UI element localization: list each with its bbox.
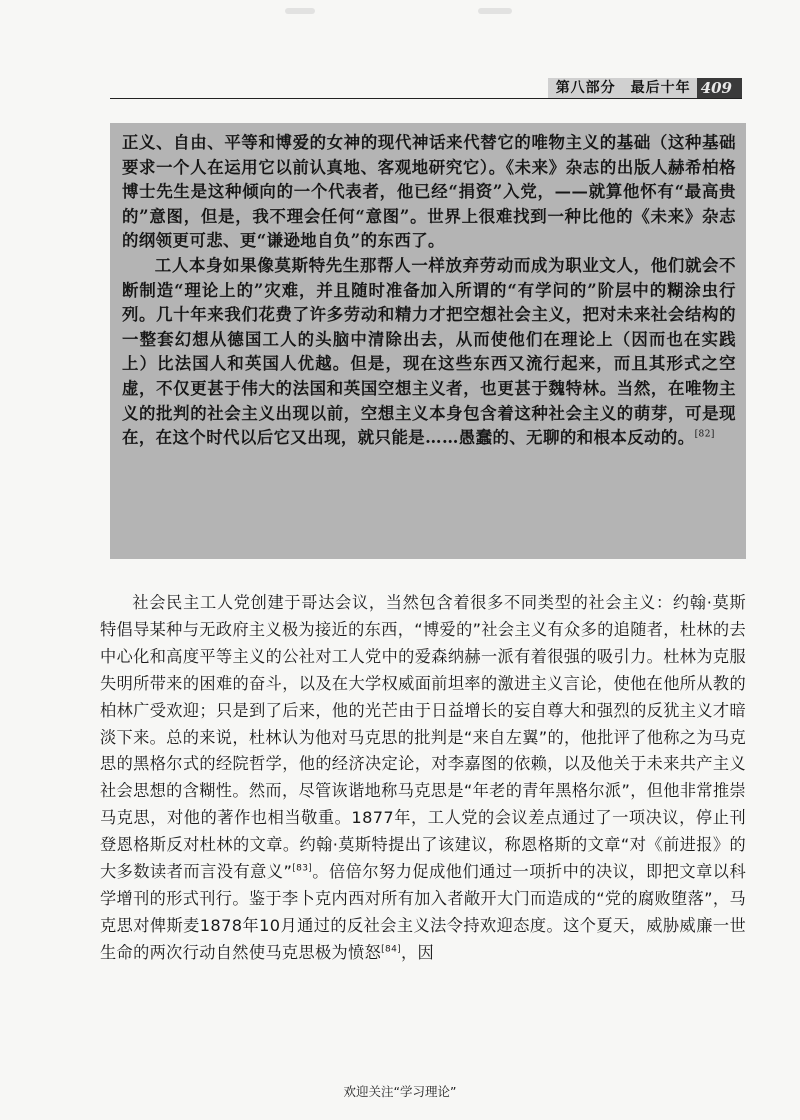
body-paragraph bbox=[100, 590, 746, 967]
body-text-part-2: 。倍倍尔努力促成他们通过一项折中的决议，即把文章以科学增刊的形式刊行。鉴于李卜克内西对所有加入者敞开大门而造成的“党的腐败堕落”，马克思对俾斯麦1878年10月通过的反社会主义法令持欢迎态度。这个夏天，威胁威廉一世生命的两次行动自然使马克思极为愤怒 bbox=[100, 862, 746, 962]
body-text-part-1: 社会民主工人党创建于哥达会议，当然包含着很多不同类型的社会主义：约翰·莫斯特倡导某种与无政府主义极为接近的东西，“博爱的”社会主义有众多的追随者，杜林的去中心化和高度平等主义的公社对工人党中的爱森纳赫一派有着很强的吸引力。杜林为克服失明所带来的困难的奋斗，以及在大学权威面前坦率的激进主义言论，使他在他所从教的柏林广受欢迎；只是到了后来，他的光芒由于日益增长的妄自尊大和强烈的反犹主义才暗淡下来。总的来说，杜林认为他对马克思的批判是“来自左翼”的，他批评了他称之为马克思的黑格尔式的经院哲学，他的经济决定论，对李嘉图的依赖，以及他关于未来共产主义社会思想的含糊性。然而，尽管诙谐地称马克思是“年老的青年黑格尔派”，但他非常推崇马克思，对他的著作也相当敬重。1877年，工人党的会议差点通过了一项决议，停止刊登恩格斯反对杜林的文章。约翰·莫斯特提出了该建议，称恩格斯的文章“对《前进报》的大多数读者而言没有意义” bbox=[100, 593, 746, 882]
scan-mark-right bbox=[478, 8, 512, 14]
footnote-ref-83: [83] bbox=[292, 863, 313, 874]
scan-mark-left bbox=[285, 8, 315, 14]
page-footer: 欢迎关注“学习理论” bbox=[343, 1084, 457, 1099]
running-header bbox=[110, 78, 742, 99]
quote-paragraph-2 bbox=[122, 254, 736, 451]
quote-paragraph-1: 正义、自由、平等和博爱的女神的现代神话来代替它的唯物主义的基础（这种基础要求一个人在运用它以前认真地、客观地研究它）。《未来》杂志的出版人赫希柏格博士先生是这种倾向的一个代表者，他已经“捐资”入党，——就算他怀有“最高贵的”意图，但是，我不理会任何“意图”。世界上很难找到一种比他的《未来》杂志的纲领更可悲、更“谦逊地自负”的东西了。 bbox=[122, 133, 736, 251]
body-text bbox=[100, 590, 746, 967]
quote-paragraph-2-text: 工人本身如果像莫斯特先生那帮人一样放弃劳动而成为职业文人，他们就会不断制造“理论上的”灾难，并且随时准备加入所谓的“有学问的”阶层中的糊涂虫行列。几十年来我们花费了许多劳动和精力才把空想社会主义，把对未来社会结构的一整套幻想从德国工人的头脑中清除出去，从而使他们在理论上（因而也在实践上）比法国人和英国人优越。但是，现在这些东西又流行起来，而且其形式之空虚，不仅更甚于伟大的法国和英国空想主义者，也更甚于魏特林。当然，在唯物主义的批判的社会主义出现以前，空想主义本身包含着这种社会主义的萌芽，可是现在，在这个时代以后它又出现，就只能是……愚蠢的、无聊的和根本反动的。 bbox=[122, 255, 736, 448]
page-number: 409 bbox=[697, 78, 742, 98]
footnote-ref-84: [84] bbox=[381, 944, 402, 955]
header-bar bbox=[548, 78, 742, 98]
body-text-part-3: ，因 bbox=[401, 942, 435, 962]
quotation-block bbox=[110, 123, 746, 559]
section-title: 第八部分 最后十年 bbox=[548, 78, 697, 98]
footnote-ref-82: [82] bbox=[694, 429, 715, 440]
